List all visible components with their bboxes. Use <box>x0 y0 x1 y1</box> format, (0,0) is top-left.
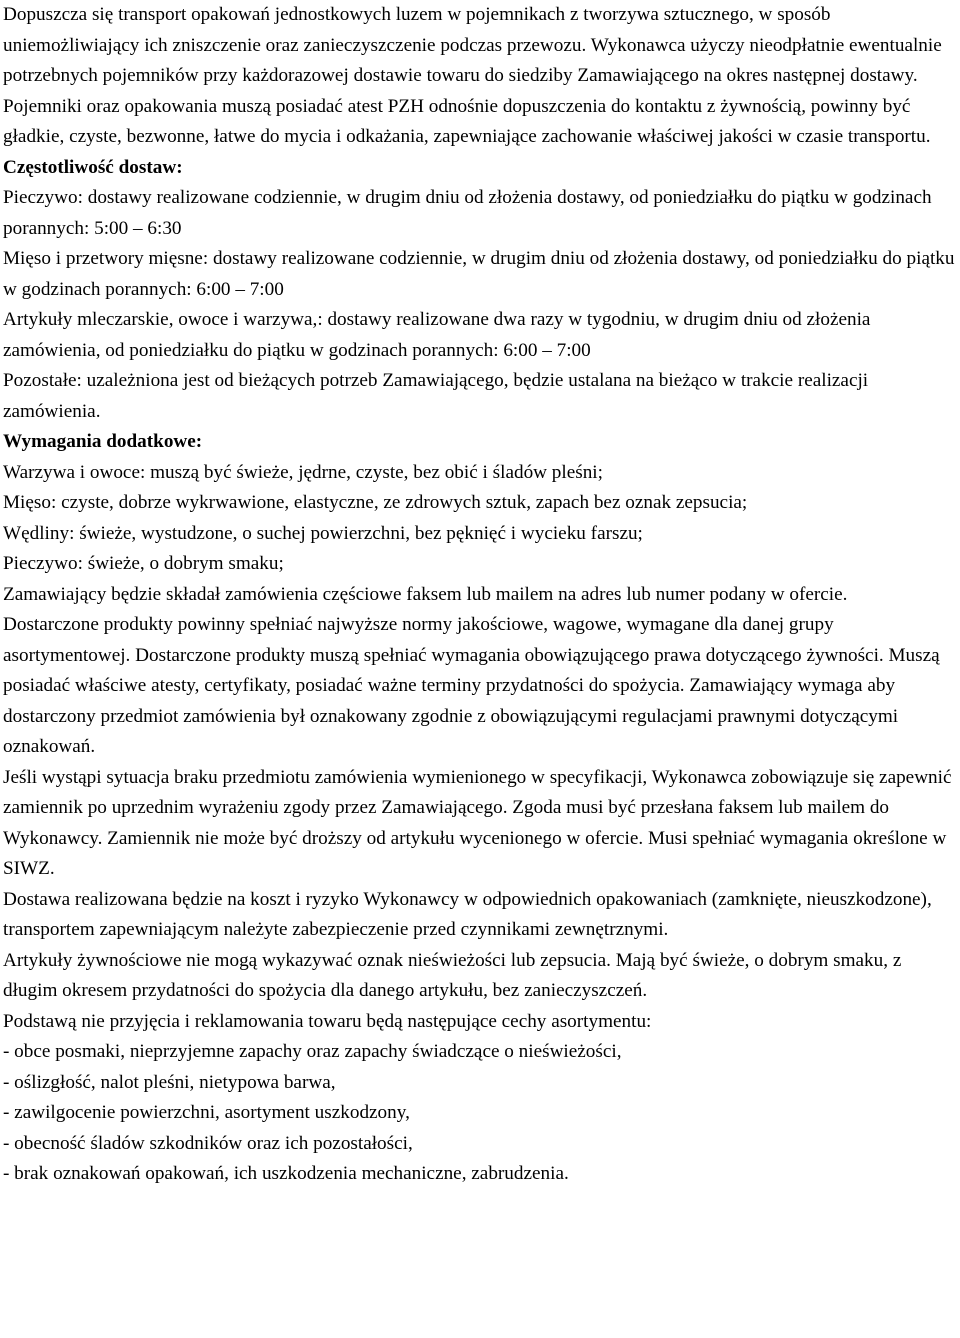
frequency-item-other: Pozostałe: uzależniona jest od bieżących potrzeb Zamawiającego, będzie ustalana na bieżąco w trakcie realizacji zamówienia. <box>3 370 869 422</box>
requirement-quality-standards: Dostarczone produkty powinny spełniać najwyższe normy jakościowe, wagowe, wymagane dla danej grupy asortymentowej. Dostarczone produkty muszą spełniać wymagania obowiązującego prawa dotyczącego żywności. Muszą posiadać właściwe atesty, certyfikaty, posiadać ważne terminy przydatności do spożycia. Zamawiający wymaga aby dostarczony przedmiot zamówienia był oznakowany zgodnie z obowiązującymi regulacjami prawnymi dotyczącymi oznakowań. <box>3 614 940 757</box>
defect-item: - obce posmaki, nieprzyjemne zapachy oraz zapachy świadczące o nieświeżości, <box>3 1041 622 1062</box>
frequency-heading: Częstotliwość dostaw: <box>3 156 183 178</box>
requirement-ordering: Zamawiający będzie składał zamówienia częściowe faksem lub mailem na adres lub numer podany w ofercie. <box>3 583 848 605</box>
defect-item: - obecność śladów szkodników oraz ich pozostałości, <box>3 1132 413 1154</box>
requirement-vegetables-fruit: Warzywa i owoce: muszą być świeże, jędrne, czyste, bez obić i śladów pleśni; <box>3 461 603 483</box>
requirement-meat: Mięso: czyste, dobrze wykrwawione, elastyczne, ze zdrowych sztuk, zapach bez oznak zepsucia; <box>3 492 748 513</box>
requirement-bread: Pieczywo: świeże, o dobrym smaku; <box>3 553 284 574</box>
requirement-delivery-cost: Dostawa realizowana będzie na koszt i ryzyko Wykonawcy w odpowiednich opakowaniach (zamknięte, nieuszkodzone), transportem zapewniającym należyte zabezpieczenie przed czynnikami zewnętrznymi. <box>3 888 932 940</box>
requirements-heading: Wymagania dodatkowe: <box>3 431 203 452</box>
document-body <box>3 0 960 1190</box>
defect-item: - oślizgłość, nalot pleśni, nietypowa barwa, <box>3 1071 336 1093</box>
defect-item: - brak oznakowań opakowań, ich uszkodzenia mechaniczne, zabrudzenia. <box>3 1163 569 1184</box>
requirement-substitutes: Jeśli wystąpi sytuacja braku przedmiotu zamówienia wymienionego w specyfikacji, Wykonawca zobowiązuje się zapewnić zamiennik po uprzednim wyrażeniu zgody przez Zamawiającego. Zgoda musi być przesłana faksem lub mailem do Wykonawcy. Zamiennik nie może być droższy od artykułu wycenionego w ofercie. Musi spełniać wymagania określone w SIWZ. <box>3 766 952 879</box>
intro-paragraph: Dopuszcza się transport opakowań jednostkowych luzem w pojemnikach z tworzywa sztucznego, w sposób uniemożliwiający ich zniszczenie oraz zanieczyszczenie podczas przewozu. Wykonawca użyczy nieodpłatnie ewentualnie potrzebnych pojemników przy każdorazowej dostawie towaru do siedziby Zamawiającego na okres następnej dostawy. Pojemniki oraz opakowania muszą posiadać atest PZH odnośnie dopuszczenia do kontaktu z żywnością, powinny być gładkie, czyste, bezwonne, łatwe do mycia i odkażania, zapewniające zachowanie właściwej jakości w czasie transportu. <box>3 4 942 147</box>
requirement-rejection-grounds: Podstawą nie przyjęcia i reklamowania towaru będą następujące cechy asortymentu: <box>3 1010 652 1032</box>
requirement-freshness: Artykuły żywnościowe nie mogą wykazywać oznak nieświeżości lub zepsucia. Mają być świeże, o dobrym smaku, z długim okresem przydatności do spożycia dla danego artykułu, bez zanieczyszczeń. <box>3 949 902 1001</box>
defect-item: - zawilgocenie powierzchni, asortyment uszkodzony, <box>3 1102 410 1123</box>
frequency-item-dairy-produce: Artykuły mleczarskie, owoce i warzywa,: dostawy realizowane dwa razy w tygodniu, w drugim dniu od złożenia zamówienia, od poniedziałku do piątku w godzinach porannych: 6:00 – 7:00 <box>3 309 871 361</box>
frequency-item-bread: Pieczywo: dostawy realizowane codziennie, w drugim dniu od złożenia dostawy, od poniedziałku do piątku w godzinach porannych: 5:00 – 6:30 <box>3 187 932 239</box>
frequency-item-meat: Mięso i przetwory mięsne: dostawy realizowane codziennie, w drugim dniu od złożenia dostawy, od poniedziałku do piątku w godzinach porannych: 6:00 – 7:00 <box>3 248 955 300</box>
requirement-cold-cuts: Wędliny: świeże, wystudzone, o suchej powierzchni, bez pęknięć i wycieku farszu; <box>3 522 643 544</box>
